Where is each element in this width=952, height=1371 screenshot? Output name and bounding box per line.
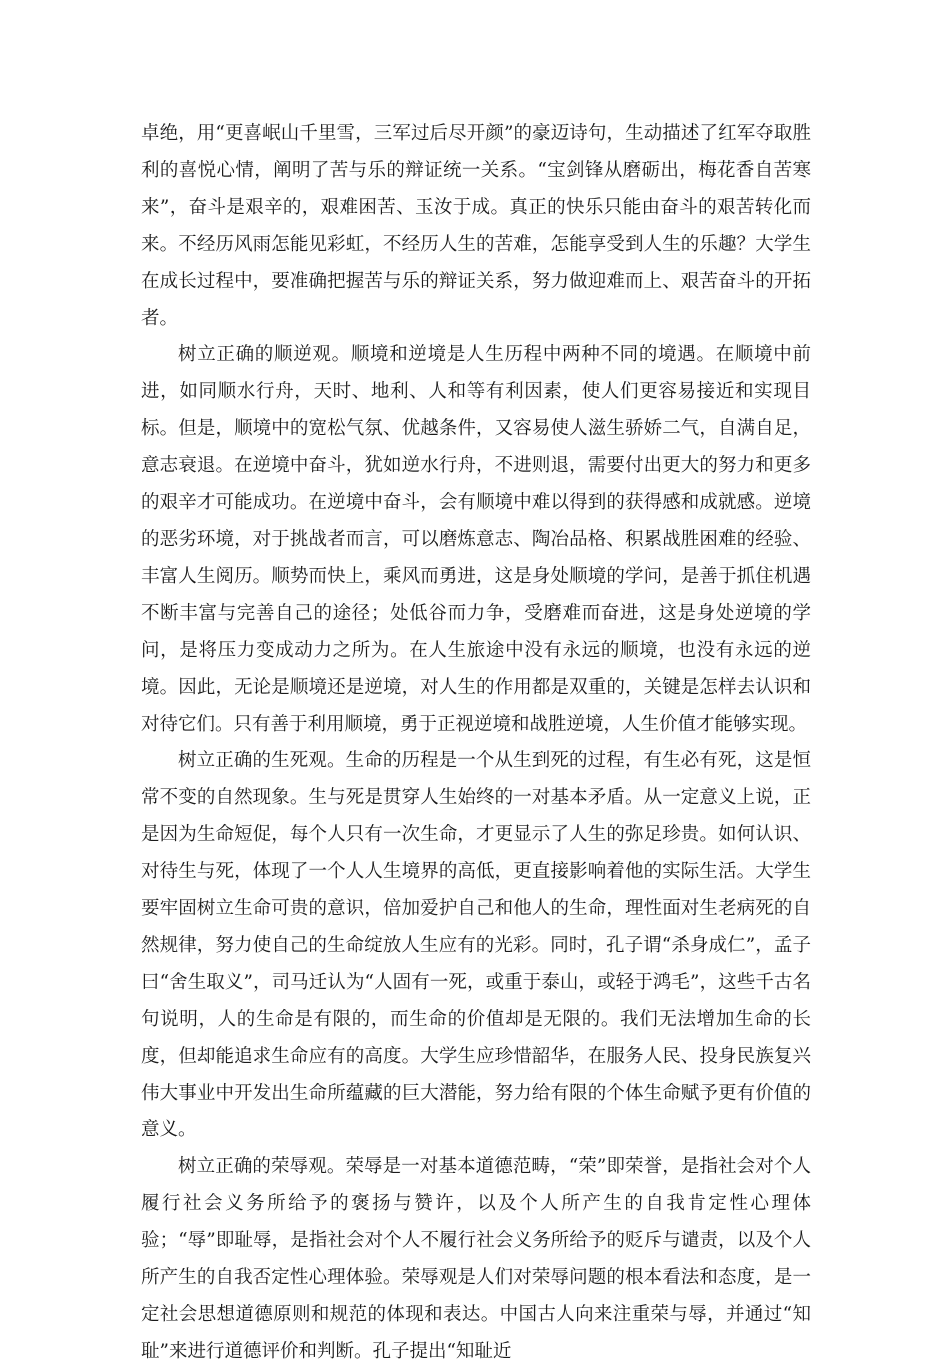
document-page — [141, 116, 811, 1371]
paragraph-adversity-view: 树立正确的顺逆观。顺境和逆境是人生历程中两种不同的境遇。在顺境中前进，如同顺水行舟，天时、地利、人和等有利因素，使人们更容易接近和实现目标。但是，顺境中的宽松气氛、优越条件，又容易使人滋生骄娇二气，自满自足，意志衰退。在逆境中奋斗，犹如逆水行舟，不进则退，需要付出更大的努力和更多的艰辛才可能成功。在逆境中奋斗，会有顺境中难以得到的获得感和成就感。逆境的恶劣环境，对于挑战者而言，可以磨炼意志、陶冶品格、积累战胜困难的经验、丰富人生阅历。顺势而快上，乘风而勇进，这是身处顺境的学问，是善于抓住机遇不断丰富与完善自己的途径；处低谷而力争，受磨难而奋进，这是身处逆境的学问，是将压力变成动力之所为。在人生旅途中没有永远的顺境，也没有永远的逆境。因此，无论是顺境还是逆境，对人生的作用都是双重的，关键是怎样去认识和对待它们。只有善于利用顺境，勇于正视逆境和战胜逆境，人生价值才能够实现。 — [141, 344, 811, 735]
paragraph-honor-disgrace-view: 树立正确的荣辱观。荣辱是一对基本道德范畴，“荣”即荣誉，是指社会对个人履行社会义务所给予的褒扬与赞许，以及个人所产生的自我肯定性心理体验；“辱”即耻辱，是指社会对个人不履行社会义务所给予的贬斥与谴责，以及个人所产生的自我否定性心理体验。荣辱观是人们对荣辱问题的根本看法和态度，是一定社会思想道德原则和规范的体现和表达。中国古人向来注重荣与辱，并通过“知耻”来进行道德评价和判断。孔子提出“知耻近 — [141, 1156, 811, 1362]
paragraph-hardship-joy: 卓绝，用“更喜岷山千里雪，三军过后尽开颜”的豪迈诗句，生动描述了红军夺取胜利的喜悦心情，阐明了苦与乐的辩证统一关系。“宝剑锋从磨砺出，梅花香自苦寒来”，奋斗是艰辛的，艰难困苦、玉汝于成。真正的快乐只能由奋斗的艰苦转化而来。不经历风雨怎能见彩虹，不经历人生的苦难，怎能享受到人生的乐趣？大学生在成长过程中，要准确把握苦与乐的辩证关系，努力做迎难而上、艰苦奋斗的开拓者。 — [141, 123, 811, 329]
paragraph-life-death-view: 树立正确的生死观。生命的历程是一个从生到死的过程，有生必有死，这是恒常不变的自然现象。生与死是贯穿人生始终的一对基本矛盾。从一定意义上说，正是因为生命短促，每个人只有一次生命，才更显示了人生的弥足珍贵。如何认识、对待生与死，体现了一个人人生境界的高低，更直接影响着他的实际生活。大学生要牢固树立生命可贵的意识，倍加爱护自己和他人的生命，理性面对生老病死的自然规律，努力使自己的生命绽放人生应有的光彩。同时，孔子谓“杀身成仁”，孟子曰“舍生取义”，司马迁认为“人固有一死，或重于泰山，或轻于鸿毛”，这些千古名句说明，人的生命是有限的，而生命的价值却是无限的。我们无法增加生命的长度，但却能追求生命应有的高度。大学生应珍惜韶华，在服务人民、投身民族复兴伟大事业中开发出生命所蕴藏的巨大潜能，努力给有限的个体生命赋予更有价值的意义。 — [141, 750, 811, 1141]
